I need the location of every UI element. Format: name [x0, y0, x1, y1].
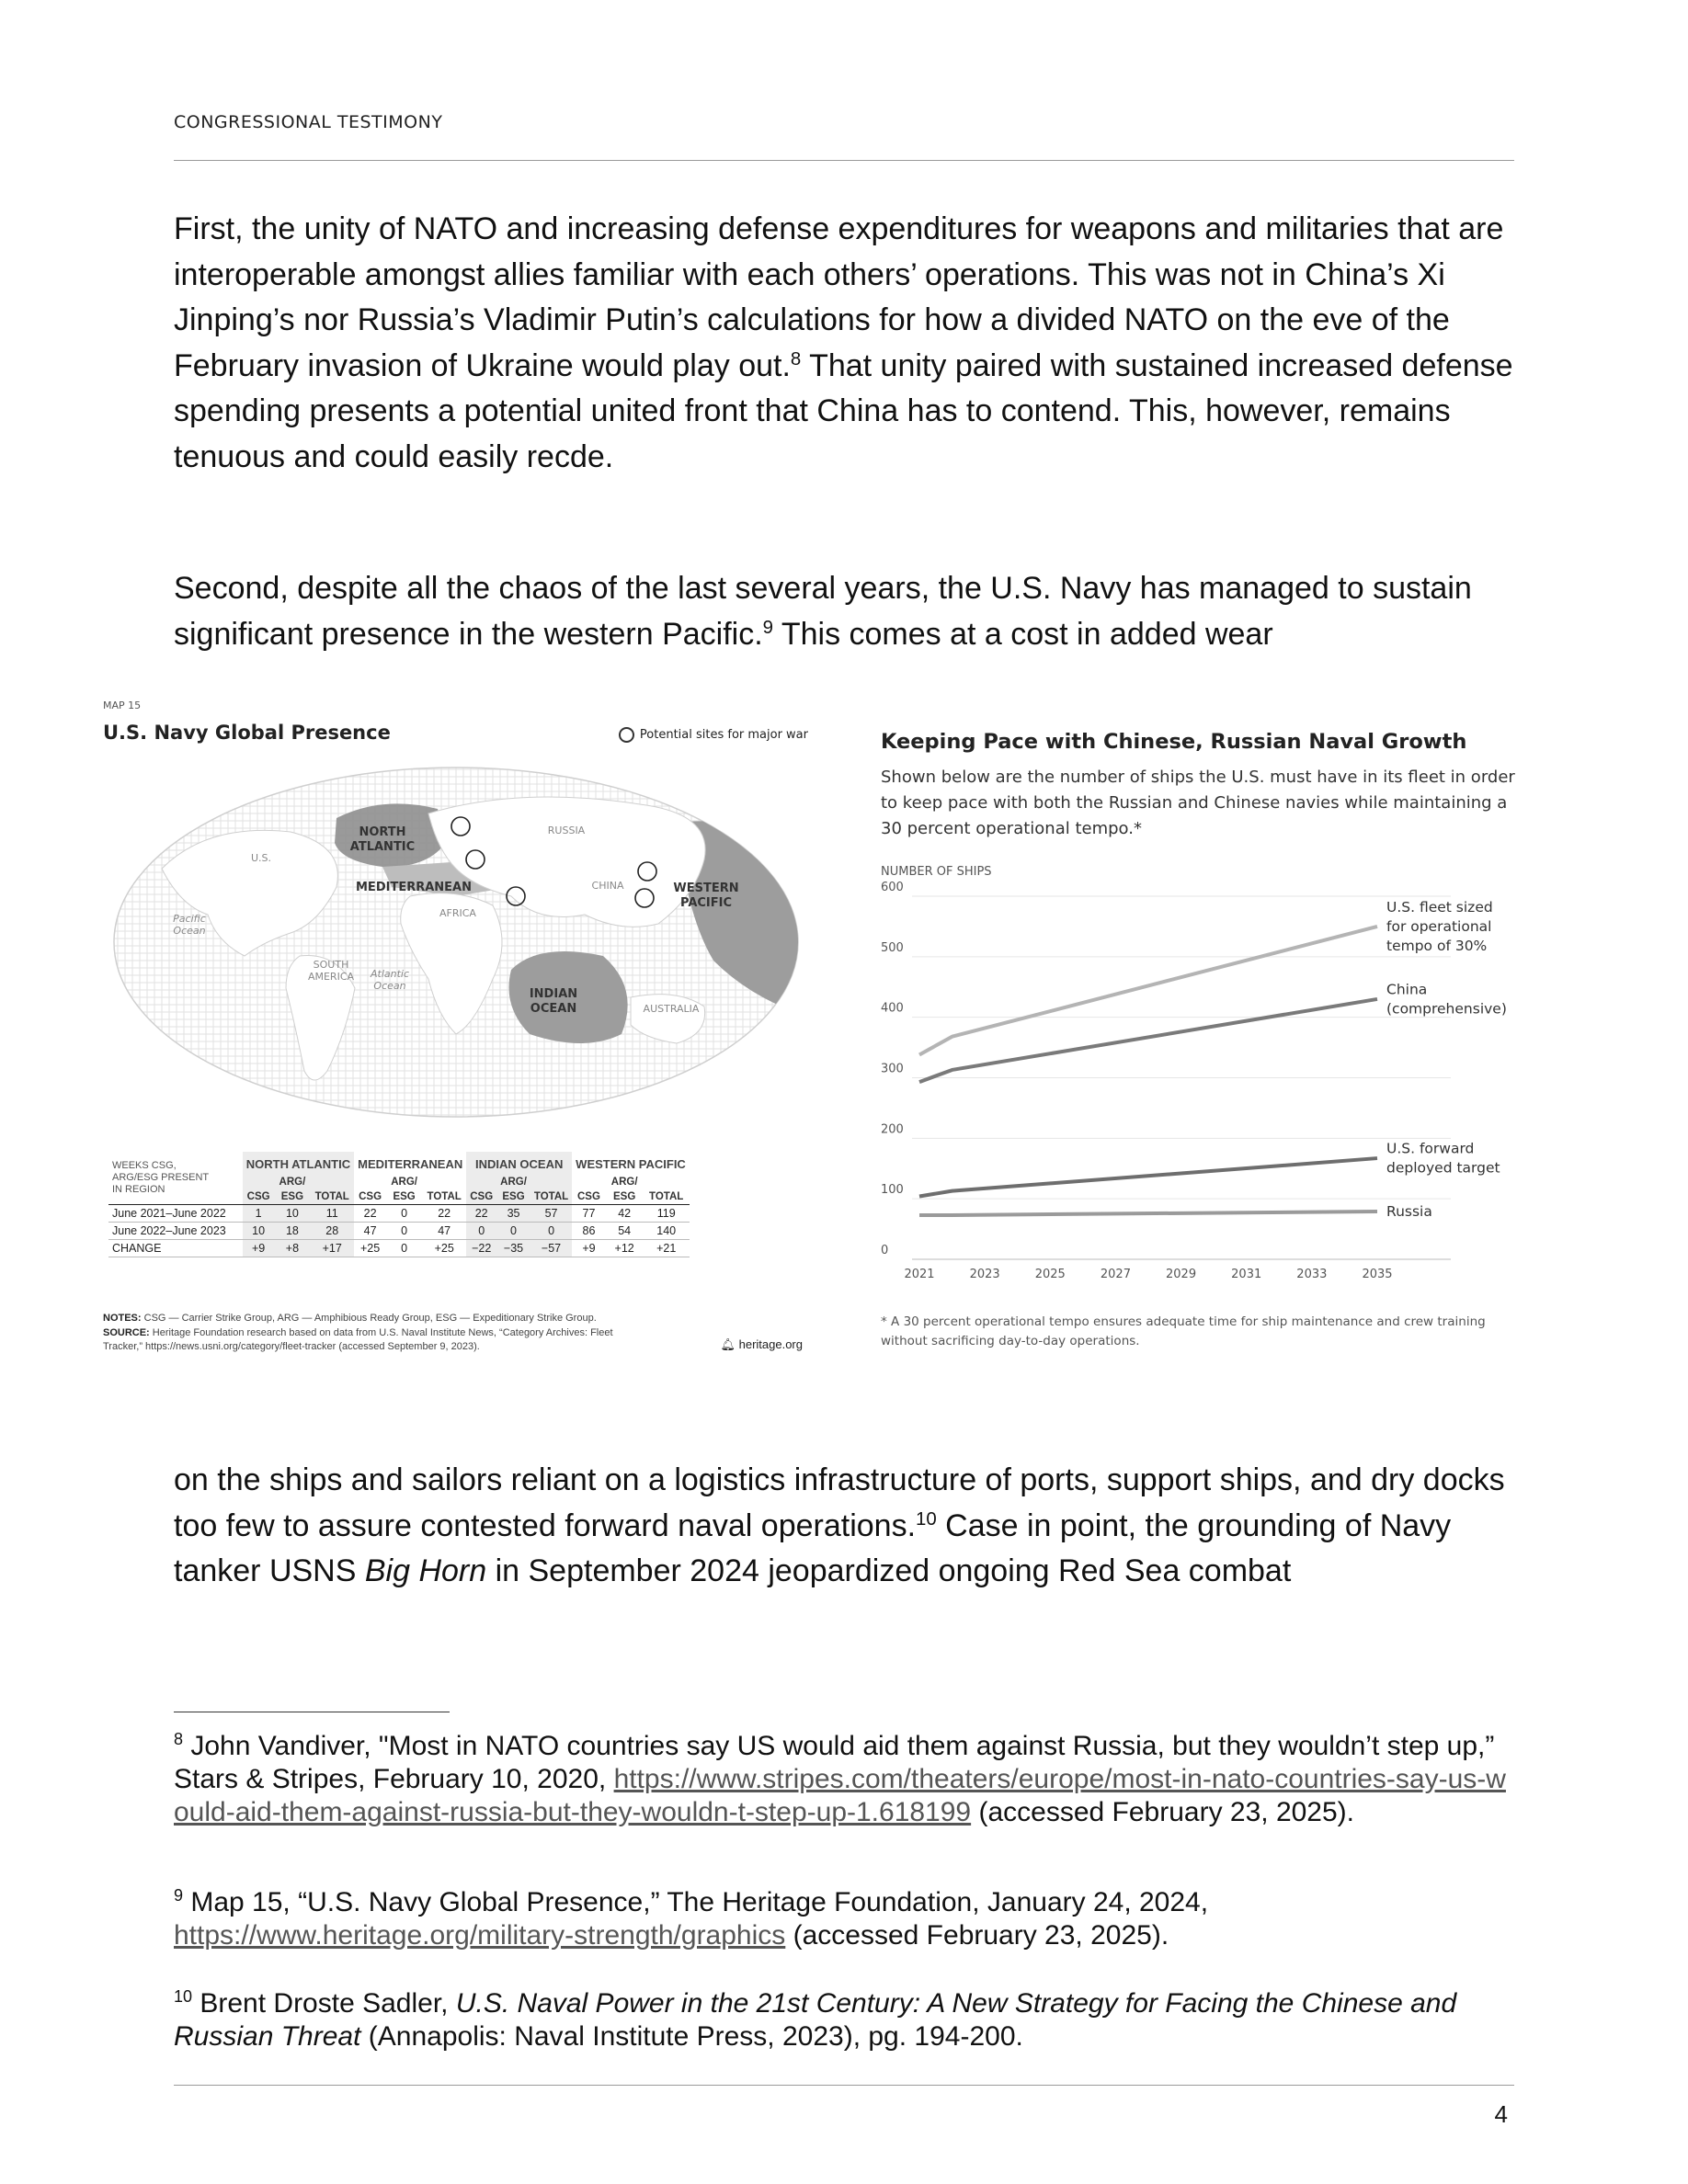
- col-header: CSG: [243, 1189, 275, 1205]
- paragraph-text: First, the unity of NATO and increasing defense expenditures for weapons and militaries that are interoperable amongst allies familiar with each others’ operations. This was not in China’s Xi Jinping’s nor Russia’s Vladimir Putin’s calculations for how a divided NATO on the eve of the February invasion of Ukraine would play out.: [174, 211, 1504, 383]
- y-tick-label: 600: [881, 881, 904, 894]
- series-label: U.S. fleet sized for operational tempo of 30%: [1386, 898, 1493, 954]
- y-tick-label: 0: [881, 1244, 889, 1257]
- circle-marker-icon: [619, 727, 634, 743]
- country-label-russia: RUSSIA: [547, 825, 586, 836]
- table-row: June 2021–June 2022 1 10 11 22 0 22 22 35 57 77 42 119: [108, 1205, 690, 1223]
- sub-header: ARG/: [496, 1175, 530, 1189]
- region-header: WESTERN PACIFIC: [576, 1157, 686, 1171]
- series-line-1: [919, 999, 1377, 1082]
- footnote-ref-10[interactable]: 10: [916, 1508, 937, 1530]
- paragraph-text: Second, despite all the chaos of the last several years, the U.S. Navy has managed to sustain significant presence in the western Pacific.: [174, 571, 1472, 652]
- x-tick-label: 2025: [1034, 1268, 1066, 1281]
- sub-header: ARG/: [275, 1175, 311, 1189]
- chart-subtitle: Shown below are the number of ships the U.S. must have in its fleet in order to keep pace with both the Russian and Chinese navies while maintaining a 30 percent operational tempo.*: [881, 768, 1515, 838]
- world-map: [107, 758, 805, 1144]
- col-header: TOTAL: [530, 1189, 572, 1205]
- map-notes: NOTES: CSG — Carrier Strike Group, ARG — Amphibious Ready Group, ESG — Expeditionary Strike Group. SOURCE: Heritage Foundation research based on data from U.S. Naval Institute News, “Category Archives: Fleet Tracker,” https://news.usni.org/category/fleet-tracker (accessed September 9, 2023).: [103, 1313, 613, 1352]
- col-header: ESG: [275, 1189, 311, 1205]
- x-tick-label: 2029: [1166, 1268, 1197, 1281]
- heritage-credit[interactable]: 🔔︎ heritage.org: [720, 1337, 803, 1351]
- col-header: ESG: [393, 1191, 416, 1202]
- col-header: ESG: [496, 1189, 530, 1205]
- continent-label-africa: AFRICA: [439, 907, 476, 919]
- ship-name: Big Horn: [364, 1553, 487, 1588]
- col-header: TOTAL: [649, 1191, 684, 1202]
- y-tick-label: 200: [881, 1122, 904, 1137]
- map-title: U.S. Navy Global Presence: [103, 722, 391, 744]
- table-caption: WEEKS CSG, ARG/ESG PRESENT IN REGION: [112, 1160, 210, 1195]
- region-label-north-atlantic: NORTH ATLANTIC: [349, 825, 416, 854]
- region-header: MEDITERRANEAN: [358, 1157, 463, 1171]
- series-label: Russia: [1386, 1202, 1432, 1220]
- col-header: CSG: [466, 1189, 496, 1205]
- paragraph-text: That unity paired with sustained increased defense spending presents a potential united front that China has to contend. This, however, remains tenuous and could easily recde.: [174, 347, 1513, 474]
- footer-divider: [174, 2085, 1514, 2086]
- sub-header: ARG/: [610, 1177, 638, 1188]
- x-tick-label: 2023: [969, 1268, 1000, 1281]
- x-tick-label: 2033: [1296, 1268, 1328, 1281]
- x-tick-label: 2035: [1362, 1268, 1393, 1281]
- region-label-mediterranean: MEDITERRANEAN: [356, 881, 472, 894]
- ocean-label-pacific: Pacific Ocean: [173, 913, 206, 937]
- region-label-western-pacific: WESTERN PACIFIC: [673, 882, 739, 910]
- map-figure: [99, 694, 812, 1374]
- paragraph-text: This comes at a cost in added wear: [773, 616, 1273, 652]
- footnote-ref-8[interactable]: 8: [790, 348, 802, 370]
- y-tick-label: 100: [881, 1183, 904, 1198]
- y-tick-label: 300: [881, 1062, 904, 1076]
- y-tick-label: 400: [881, 1001, 904, 1016]
- table-row: CHANGE +9 +8 +17 +25 0 +25 −22 −35 −57 +9 +12 +21: [108, 1240, 690, 1257]
- running-header: CONGRESSIONAL TESTIMONY: [174, 112, 443, 132]
- x-tick-label: 2021: [904, 1268, 935, 1281]
- footnote-link[interactable]: https://www.stripes.com/theaters/europe/most-in-nato-countries-say-us-would-aid-them-against-russia-but-they-wouldn-t-step-up-1.618199: [174, 1764, 1506, 1827]
- y-tick-label: 500: [881, 940, 904, 955]
- x-tick-label: 2031: [1231, 1268, 1262, 1281]
- region-label-indian-ocean: INDIAN OCEAN: [529, 987, 578, 1016]
- series-label: China (comprehensive): [1386, 981, 1507, 1018]
- country-label-china: CHINA: [591, 880, 624, 892]
- col-header: TOTAL: [427, 1191, 462, 1202]
- page-number: 4: [1494, 2100, 1508, 2128]
- sub-header: ARG/: [391, 1177, 417, 1188]
- region-header: NORTH ATLANTIC: [243, 1152, 354, 1175]
- map-legend: [619, 727, 808, 743]
- chart-footnote: * A 30 percent operational tempo ensures adequate time for ship maintenance and crew training without sacrificing day-to-day operations.: [881, 1314, 1486, 1348]
- presence-table: [108, 1152, 690, 1257]
- series-line-2: [919, 1158, 1377, 1196]
- footnote-8: $^8$ John Vandiver, "Most in NATO countries say US would aid them against Russia, but they wouldn’t step up,” Stars & Stripes, February 10, 2020, https://www.stripes.com/theaters/europe/most-in-nato-countries-say-us-would-aid-them-against-russia-but-they-wouldn-t-step-up-1.618199 (accessed February 23, 2025).: [174, 1730, 1506, 1827]
- naval-growth-chart: [873, 726, 1535, 1360]
- body-paragraph-2: [174, 566, 1516, 657]
- paragraph-text: Case in point, the grounding of Navy tanker USNS: [174, 1507, 1452, 1588]
- footnote-9: $^9$ Map 15, “U.S. Navy Global Presence,” The Heritage Foundation, January 24, 2024, https://www.heritage.org/military-strength/graphics (accessed February 23, 2025).: [174, 1886, 1209, 1951]
- paragraph-text: on the ships and sailors reliant on a logistics infrastructure of ports, support ships, and dry docks too few to assure contested forward naval operations.: [174, 1462, 1505, 1543]
- header-divider: [174, 160, 1514, 161]
- col-header: TOTAL: [310, 1189, 354, 1205]
- col-header: CSG: [576, 1191, 600, 1202]
- series-line-3: [919, 1211, 1377, 1215]
- series-label: U.S. forward deployed target: [1386, 1140, 1500, 1177]
- continent-label-south-america: SOUTH AMERICA: [307, 959, 355, 983]
- ocean-label-atlantic: Atlantic Ocean: [370, 968, 410, 992]
- bell-icon: 🔔︎: [720, 1337, 736, 1351]
- col-header: ESG: [612, 1191, 636, 1202]
- y-axis-label: NUMBER OF SHIPS: [881, 865, 992, 879]
- table-row: June 2022–June 2023 10 18 28 47 0 47 0 0 0 86 54 140: [108, 1223, 690, 1240]
- map-number-label: MAP 15: [103, 700, 142, 711]
- body-paragraph-1: [174, 207, 1516, 480]
- paragraph-text: in September 2024 jeopardized ongoing Red Sea combat: [486, 1553, 1292, 1588]
- body-paragraph-3: [174, 1458, 1516, 1595]
- footnote-ref-9[interactable]: 9: [762, 617, 773, 638]
- map-legend-label: Potential sites for major war: [639, 728, 808, 742]
- region-header: INDIAN OCEAN: [466, 1152, 572, 1175]
- chart-title: Keeping Pace with Chinese, Russian Naval Growth: [881, 730, 1467, 754]
- continent-label-australia: AUSTRALIA: [643, 1003, 700, 1015]
- country-label-us: U.S.: [250, 852, 272, 864]
- footnote-link[interactable]: https://www.heritage.org/military-strength/graphics: [174, 1920, 786, 1951]
- x-tick-label: 2027: [1100, 1268, 1131, 1281]
- col-header: CSG: [359, 1191, 382, 1202]
- footnote-10: $^{10}$ Brent Droste Sadler, U.S. Naval Power in the 21st Century: A New Strategy for Facing the Chinese and Russian Threat (Annapolis: Naval Institute Press, 2023), pg. 194-200.: [174, 1987, 1457, 2052]
